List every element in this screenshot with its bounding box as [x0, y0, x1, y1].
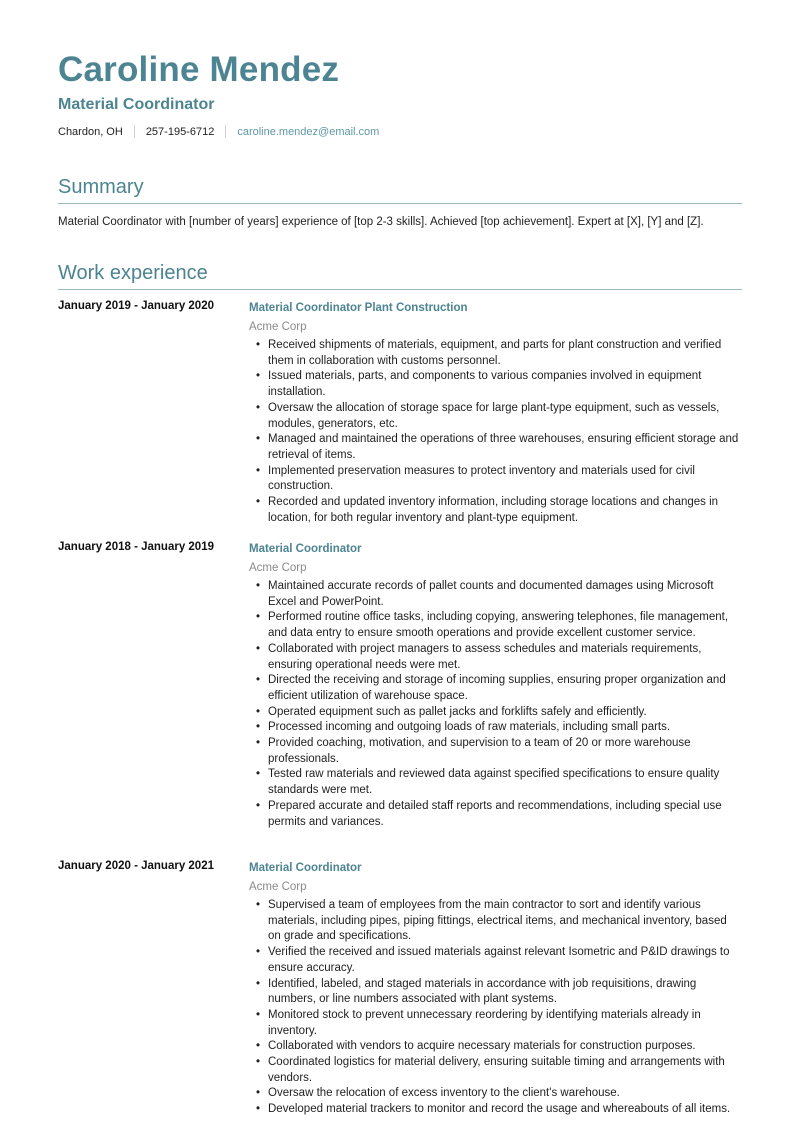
job-dates: January 2019 - January 2020: [58, 300, 214, 312]
job-bullet: • Identified, labeled, and staged materials in accordance with job requisitions, drawing numbers, or line numbers associated with plant systems.: [249, 977, 742, 1008]
job-bullet: • Operated equipment such as pallet jacks and forklifts safely and efficiently.: [249, 705, 742, 721]
job-role: Material Coordinator Plant Construction: [249, 302, 468, 314]
candidate-name: Caroline Mendez: [58, 50, 340, 89]
job-bullet: • Oversaw the allocation of storage space for large plant-type equipment, such as vessels, modules, generators, etc.: [249, 401, 742, 432]
job-details: [249, 860, 742, 1118]
job-bullets: [249, 898, 742, 1118]
job-bullet: • Supervised a team of employees from the main contractor to sort and identify various materials, including pipes, piping fittings, electrical items, and mechanical inventory, based on grade and specifications.: [249, 898, 742, 945]
job-bullet: • Prepared accurate and detailed staff reports and recommendations, including special use permits and variances.: [249, 799, 742, 830]
job-bullet: • Implemented preservation measures to protect inventory and materials used for civil construction.: [249, 464, 742, 495]
job-bullet: • Received shipments of materials, equipment, and parts for plant construction and verified them in collaboration with customs personnel.: [249, 338, 742, 369]
job-bullet: • Tested raw materials and reviewed data against specified specifications to ensure quality standards were met.: [249, 767, 742, 798]
work-section-header: [58, 262, 742, 290]
job-company: Acme Corp: [249, 321, 307, 333]
job-details: [249, 300, 742, 526]
work-heading: Work experience: [58, 262, 208, 284]
job-bullet: • Managed and maintained the operations of three warehouses, ensuring efficient storage and retrieval of items.: [249, 432, 742, 463]
job-bullet: • Performed routine office tasks, including copying, answering telephones, file management, and data entry to ensure smooth operations and provide excellent customer service.: [249, 610, 742, 641]
job-bullet: • Collaborated with vendors to acquire necessary materials for construction purposes.: [249, 1039, 742, 1055]
job-bullets: [249, 338, 742, 526]
job-bullet: • Directed the receiving and storage of incoming supplies, ensuring proper organization and efficient utilization of warehouse space.: [249, 673, 742, 704]
contact-divider: [225, 125, 226, 138]
job-bullet: • Oversaw the relocation of excess inventory to the client's warehouse.: [249, 1086, 742, 1102]
job-bullet: • Issued materials, parts, and components to various companies involved in equipment installation.: [249, 369, 742, 400]
job-bullet: • Processed incoming and outgoing loads of raw materials, including small parts.: [249, 720, 742, 736]
job-bullet: • Provided coaching, motivation, and supervision to a team of 20 or more warehouse professionals.: [249, 736, 742, 767]
location-text: Chardon, OH: [58, 125, 123, 138]
job-bullet: • Maintained accurate records of pallet counts and documented damages using Microsoft Excel and PowerPoint.: [249, 579, 742, 610]
job-bullet: • Monitored stock to prevent unnecessary reordering by identifying materials already in inventory.: [249, 1008, 742, 1039]
email-link[interactable]: caroline.mendez@email.com: [237, 125, 380, 138]
job-company: Acme Corp: [249, 881, 307, 893]
phone-text: 257-195-6712: [145, 125, 215, 138]
job-role: Material Coordinator: [249, 543, 362, 555]
job-role: Material Coordinator: [249, 862, 362, 874]
job-bullet: • Collaborated with project managers to assess schedules and materials requirements, ensuring operational needs were met.: [249, 642, 742, 673]
summary-section-header: [58, 176, 742, 204]
job-bullet: • Verified the received and issued materials against relevant Isometric and P&ID drawings to ensure accuracy.: [249, 945, 742, 976]
contact-divider: [134, 125, 135, 138]
job-bullet: • Coordinated logistics for material delivery, ensuring suitable timing and arrangements with vendors.: [249, 1055, 742, 1086]
summary-text: Material Coordinator with [number of years] experience of [top 2-3 skills]. Achieved [top achievement]. Expert at [X], [Y] and [Z].: [58, 216, 704, 228]
summary-heading: Summary: [58, 176, 144, 198]
job-details: [249, 541, 742, 830]
candidate-title: Material Coordinator: [58, 96, 215, 113]
job-dates: January 2018 - January 2019: [58, 541, 214, 553]
contact-info: [58, 125, 379, 138]
job-bullet: • Recorded and updated inventory information, including storage locations and changes in location, for both regular inventory and plant-type equipment.: [249, 495, 742, 526]
job-dates: January 2020 - January 2021: [58, 860, 214, 872]
job-bullet: • Developed material trackers to monitor and record the usage and whereabouts of all items.: [249, 1102, 742, 1118]
job-company: Acme Corp: [249, 562, 307, 574]
job-bullets: [249, 579, 742, 830]
